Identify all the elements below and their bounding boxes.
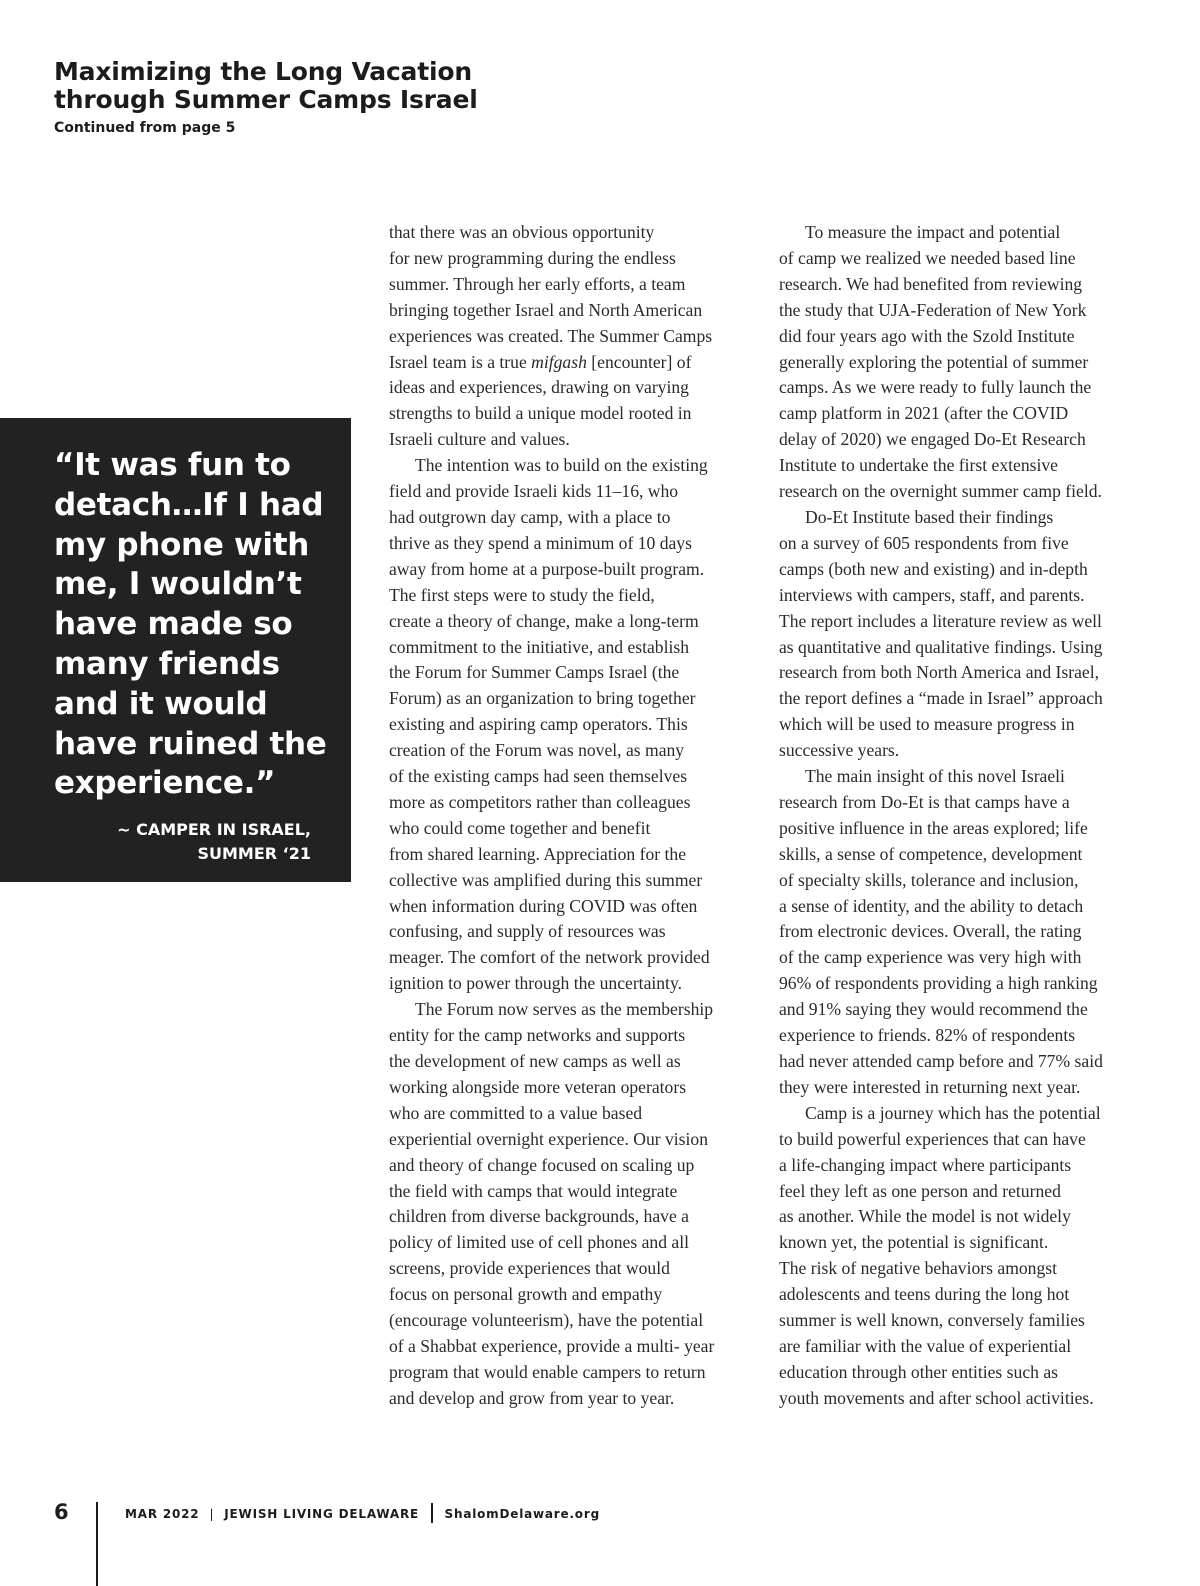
body-text-line: research on the overnight summer camp field. (779, 481, 1102, 502)
body-text-line: away from home at a purpose-built program. (389, 558, 705, 579)
article-title-line-2: through Summer Camps Israel (54, 85, 478, 114)
body-text-line: collective was amplified during this summer (389, 869, 703, 890)
footer-website[interactable]: ShalomDelaware.org (444, 1507, 600, 1521)
body-text-line: known yet, the potential is significant. (779, 1232, 1049, 1253)
body-text-line: are familiar with the value of experiential (779, 1335, 1072, 1356)
body-text-line: program that would enable campers to return (389, 1361, 706, 1382)
body-column-2 (779, 220, 1151, 1412)
body-text-line: research. We had benefited from reviewing (779, 273, 1083, 294)
body-text-line: Israel team is a true mifgash [encounter] of (389, 351, 692, 372)
body-text-line: feel they left as one person and returned (779, 1180, 1061, 1201)
body-text-line: the field with camps that would integrate (389, 1180, 678, 1201)
body-text-line: entity for the camp networks and supports (389, 1025, 686, 1046)
body-text-line: and 91% saying they would recommend the (779, 999, 1088, 1020)
body-text-line: create a theory of change, make a long-term (389, 610, 699, 631)
footer-divider (96, 1502, 98, 1586)
body-text-line: which will be used to measure progress in (779, 714, 1075, 735)
italic-term: mifgash (531, 351, 587, 372)
body-text-line: a life-changing impact where participants (779, 1154, 1072, 1175)
body-text-line: of the existing camps had seen themselves (389, 766, 688, 787)
body-text-line: policy of limited use of cell phones and all (389, 1232, 689, 1253)
body-text-line: To measure the impact and potential (805, 222, 1061, 242)
body-text-line: children from diverse backgrounds, have a (389, 1206, 689, 1227)
body-text-line: screens, provide experiences that would (389, 1258, 670, 1279)
body-text-line: of specialty skills, tolerance and inclusion, (779, 869, 1079, 890)
body-text-line: experience to friends. 82% of respondents (779, 1025, 1076, 1046)
body-text-line: camps. As we were ready to fully launch the (779, 377, 1092, 398)
body-text-line: the development of new camps as well as (389, 1051, 681, 1071)
body-text-line: creation of the Forum was novel, as many (389, 740, 685, 761)
body-text-line: generally exploring the potential of summer (779, 351, 1089, 372)
body-text-line: who could come together and benefit (389, 817, 651, 838)
body-text-line: research from Do-Et is that camps have a (779, 791, 1070, 812)
body-text-line: The intention was to build on the existing (415, 455, 708, 476)
article-title (54, 58, 478, 114)
pull-quote-line: my phone with (54, 526, 309, 563)
body-text-line: The first steps were to study the field, (389, 584, 655, 605)
body-text-line: Camp is a journey which has the potential (805, 1102, 1101, 1123)
article-header (54, 58, 478, 136)
body-text-line: confusing, and supply of resources was (389, 921, 666, 942)
pull-quote-line: experience.” (54, 765, 276, 802)
body-text-line: as another. While the model is not widely (779, 1206, 1071, 1227)
body-text-line: and theory of change focused on scaling up (389, 1154, 695, 1175)
body-text-line: skills, a sense of competence, development (779, 843, 1083, 864)
body-text-line: thrive as they spend a minimum of 10 days (389, 532, 692, 553)
body-text-line: for new programming during the endless (389, 247, 676, 268)
body-text-line: ideas and experiences, drawing on varying (389, 377, 689, 398)
body-text-line: did four years ago with the Szold Institute (779, 325, 1075, 346)
body-text-line: the report defines a “made in Israel” approach (779, 688, 1103, 709)
body-text-line: when information during COVID was often (389, 895, 698, 916)
attribution-line-1: ~ CAMPER IN ISRAEL, (117, 820, 311, 840)
body-text-line: The report includes a literature review as well (779, 610, 1102, 631)
body-text-line: of the camp experience was very high with (779, 947, 1082, 968)
body-text-line: summer is well known, conversely families (779, 1310, 1085, 1331)
body-text-line: camp platform in 2021 (after the COVID (779, 403, 1069, 424)
pull-quote-text (54, 446, 327, 804)
body-text-line: the Forum for Summer Camps Israel (the (389, 662, 680, 683)
body-text-line: adolescents and teens during the long hot (779, 1284, 1070, 1305)
body-text-line: The risk of negative behaviors amongst (779, 1258, 1058, 1279)
footer-issue-date: MAR 2022 (125, 1507, 200, 1521)
body-text-line: delay of 2020) we engaged Do-Et Research (779, 429, 1086, 450)
body-text-line: interviews with campers, staff, and parents. (779, 584, 1085, 605)
body-text-line: Israeli culture and values. (389, 429, 570, 450)
body-text-line: youth movements and after school activities. (779, 1387, 1094, 1408)
pull-quote-line: many friends (54, 645, 280, 682)
article-title-line-1: Maximizing the Long Vacation (54, 57, 472, 86)
page-number: 6 (54, 1500, 69, 1524)
body-text-line: focus on personal growth and empathy (389, 1284, 663, 1305)
body-text-line: working alongside more veteran operators (389, 1076, 687, 1097)
body-text-line: education through other entities such as (779, 1361, 1058, 1382)
body-text-line: (encourage volunteerism), have the potential (389, 1310, 704, 1331)
attribution-line-2: SUMMER ‘21 (197, 844, 311, 864)
body-text-line: that there was an obvious opportunity (389, 222, 655, 242)
body-text-line: of a Shabbat experience, provide a multi- year (389, 1335, 715, 1356)
body-text-line: a sense of identity, and the ability to detach (779, 895, 1084, 916)
body-text-line: 96% of respondents providing a high ranking (779, 973, 1098, 994)
body-text-line: more as competitors rather than colleagues (389, 791, 691, 812)
body-text-line: existing and aspiring camp operators. This (389, 714, 688, 735)
body-column-1 (389, 220, 757, 1412)
body-text-line: from electronic devices. Overall, the rating (779, 921, 1082, 942)
pull-quote-line: “It was fun to (54, 447, 291, 483)
pull-quote-box (0, 418, 351, 882)
body-text-line: strengths to build a unique model rooted in (389, 403, 692, 424)
body-text-line: ignition to power through the uncertainty. (389, 973, 683, 994)
footer-vertical-bar (431, 1503, 433, 1523)
body-text-line: commitment to the initiative, and establish (389, 636, 690, 657)
body-text-line: field and provide Israeli kids 11–16, who (389, 481, 679, 502)
pull-quote-line: detach…If I had (54, 486, 324, 523)
pull-quote-line: have made so (54, 606, 293, 643)
pull-quote-line: have ruined the (54, 725, 327, 762)
body-text-line: they were interested in returning next year. (779, 1076, 1081, 1097)
pull-quote-line: me, I wouldn’t (54, 566, 302, 603)
footer-running-line (125, 1503, 600, 1523)
body-text-line: experiences was created. The Summer Camps (389, 325, 713, 346)
body-text-line: research from both North America and Israel, (779, 662, 1099, 683)
body-text-line: meager. The comfort of the network provided (389, 947, 710, 968)
body-text-line: The main insight of this novel Israeli (805, 766, 1065, 787)
pull-quote-attribution (54, 818, 311, 866)
continued-from-note: Continued from page 5 (54, 120, 236, 136)
body-text-line: on a survey of 605 respondents from five (779, 532, 1069, 553)
body-text-line: as quantitative and qualitative findings. Using (779, 636, 1103, 657)
body-text-line: Do-Et Institute based their findings (805, 506, 1054, 527)
body-text-line: Institute to undertake the first extensive (779, 455, 1058, 476)
body-text-line: bringing together Israel and North American (389, 299, 703, 320)
body-text-line: had outgrown day camp, with a place to (389, 506, 671, 527)
pull-quote-line: and it would (54, 685, 268, 722)
footer-publication: JEWISH LIVING DELAWARE (224, 1507, 420, 1521)
body-text-line: from shared learning. Appreciation for the (389, 843, 687, 864)
body-text-line: successive years. (779, 740, 900, 761)
body-text-line: and develop and grow from year to year. (389, 1387, 675, 1408)
body-text-line: summer. Through her early efforts, a team (389, 273, 686, 294)
body-text-line: the study that UJA-Federation of New York (779, 299, 1087, 320)
body-text-line: had never attended camp before and 77% said (779, 1051, 1103, 1071)
body-text-line: who are committed to a value based (389, 1102, 643, 1123)
body-text-line: to build powerful experiences that can have (779, 1128, 1086, 1149)
body-text-line: Forum) as an organization to bring together (389, 688, 696, 709)
body-text-line: The Forum now serves as the membership (415, 999, 714, 1020)
body-text-line: experiential overnight experience. Our vision (389, 1128, 709, 1149)
footer-separator: | (209, 1507, 215, 1521)
body-text-line: positive influence in the areas explored; life (779, 817, 1088, 838)
body-text-line: of camp we realized we needed based line (779, 247, 1076, 268)
body-text-line: camps (both new and existing) and in-depth (779, 558, 1088, 579)
